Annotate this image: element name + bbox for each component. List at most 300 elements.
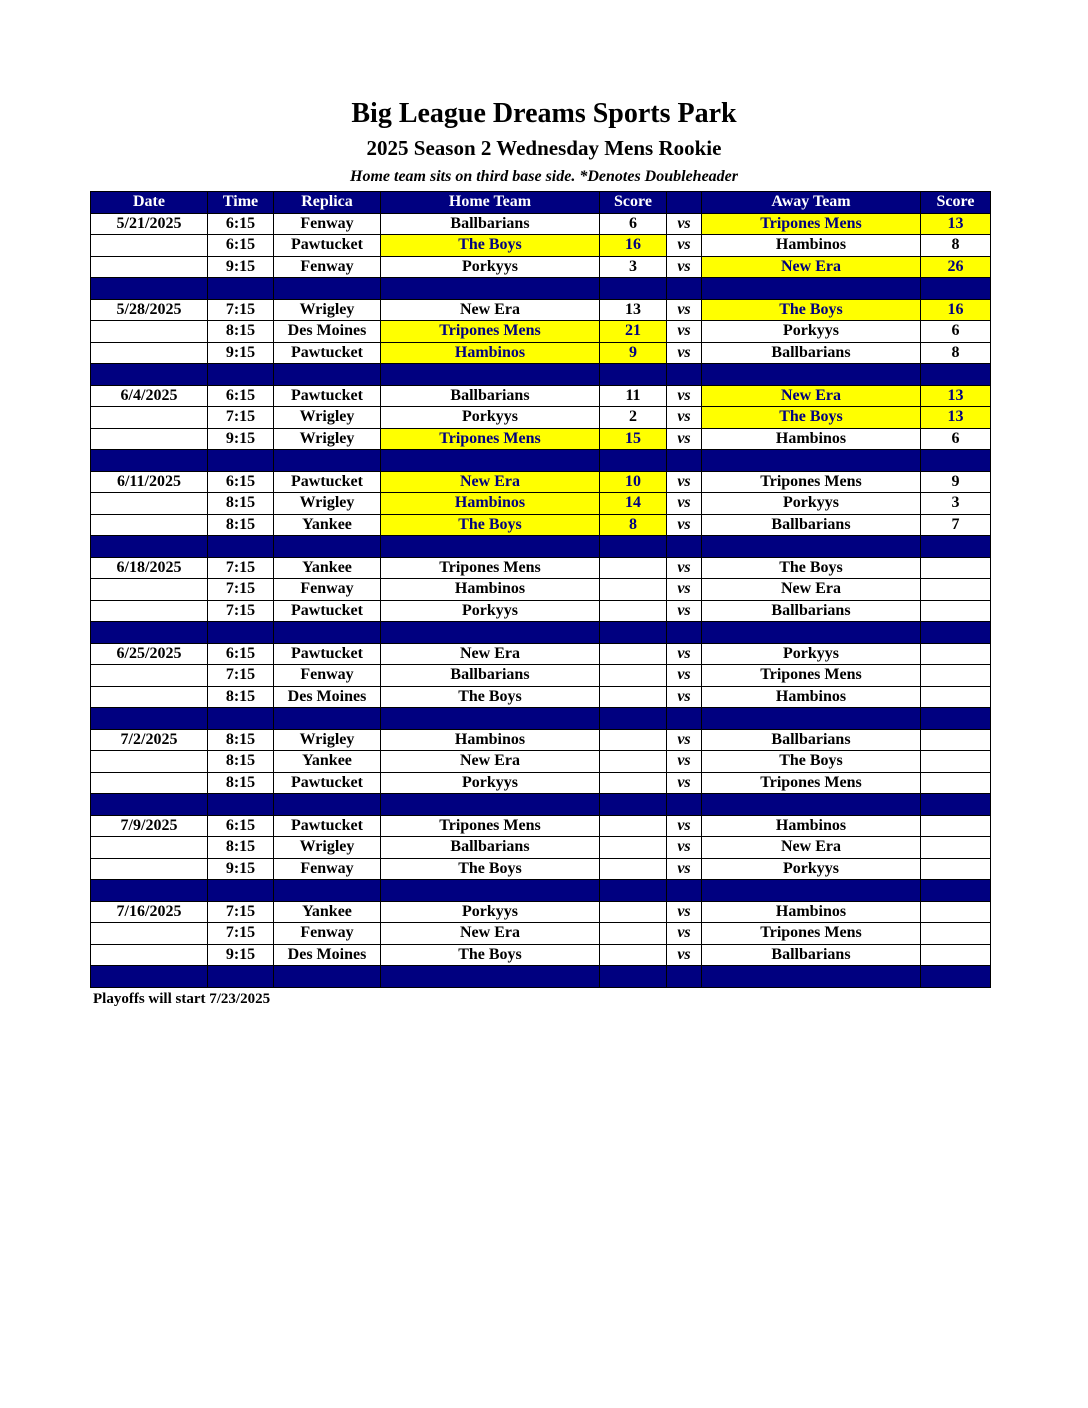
game-date [91, 428, 208, 450]
week-separator [91, 966, 991, 988]
home-score [600, 944, 667, 966]
home-score [600, 600, 667, 622]
away-score [921, 944, 991, 966]
game-replica: Wrigley [274, 407, 381, 429]
separator-cell [91, 622, 208, 644]
game-replica: Fenway [274, 665, 381, 687]
away-team: Tripones Mens [702, 772, 921, 794]
game-date: 6/11/2025 [91, 471, 208, 493]
home-team: Ballbarians [381, 665, 600, 687]
game-time: 8:15 [208, 751, 274, 773]
home-team: New Era [381, 471, 600, 493]
home-team: The Boys [381, 686, 600, 708]
away-team: Hambinos [702, 901, 921, 923]
vs-label: vs [667, 299, 702, 321]
home-score [600, 665, 667, 687]
home-score: 10 [600, 471, 667, 493]
separator-cell [208, 966, 274, 988]
home-team: The Boys [381, 235, 600, 257]
game-replica: Fenway [274, 213, 381, 235]
separator-cell [702, 622, 921, 644]
game-time: 8:15 [208, 493, 274, 515]
game-time: 9:15 [208, 342, 274, 364]
game-time: 6:15 [208, 213, 274, 235]
vs-label: vs [667, 514, 702, 536]
separator-cell [921, 622, 991, 644]
separator-cell [600, 966, 667, 988]
vs-label: vs [667, 901, 702, 923]
away-score [921, 557, 991, 579]
game-date: 7/9/2025 [91, 815, 208, 837]
separator-cell [667, 536, 702, 558]
header-home-team: Home Team [381, 192, 600, 214]
home-team: Tripones Mens [381, 815, 600, 837]
separator-cell [667, 364, 702, 386]
away-team: The Boys [702, 407, 921, 429]
vs-label: vs [667, 235, 702, 257]
game-replica: Pawtucket [274, 772, 381, 794]
schedule-body [91, 213, 991, 987]
header-home-score: Score [600, 192, 667, 214]
away-score [921, 686, 991, 708]
home-score: 15 [600, 428, 667, 450]
home-score: 11 [600, 385, 667, 407]
away-score [921, 772, 991, 794]
away-score: 7 [921, 514, 991, 536]
separator-cell [91, 708, 208, 730]
separator-cell [274, 966, 381, 988]
separator-cell [600, 450, 667, 472]
game-replica: Wrigley [274, 428, 381, 450]
header-replica: Replica [274, 192, 381, 214]
away-score [921, 665, 991, 687]
game-replica: Wrigley [274, 299, 381, 321]
home-score [600, 729, 667, 751]
home-team: Hambinos [381, 493, 600, 515]
separator-cell [600, 880, 667, 902]
away-score: 16 [921, 299, 991, 321]
home-score [600, 901, 667, 923]
home-team: The Boys [381, 514, 600, 536]
game-row [91, 428, 991, 450]
game-date [91, 342, 208, 364]
game-replica: Des Moines [274, 944, 381, 966]
game-row [91, 643, 991, 665]
game-time: 7:15 [208, 579, 274, 601]
game-time: 7:15 [208, 557, 274, 579]
separator-cell [702, 364, 921, 386]
game-row [91, 837, 991, 859]
game-date: 7/2/2025 [91, 729, 208, 751]
game-time: 9:15 [208, 256, 274, 278]
game-time: 6:15 [208, 815, 274, 837]
game-time: 6:15 [208, 471, 274, 493]
game-row [91, 342, 991, 364]
game-date [91, 256, 208, 278]
game-row [91, 600, 991, 622]
separator-cell [600, 278, 667, 300]
game-date [91, 837, 208, 859]
away-team: Tripones Mens [702, 213, 921, 235]
away-score: 13 [921, 385, 991, 407]
game-date: 7/16/2025 [91, 901, 208, 923]
game-row [91, 944, 991, 966]
home-team: Ballbarians [381, 213, 600, 235]
separator-cell [921, 364, 991, 386]
separator-cell [600, 536, 667, 558]
vs-label: vs [667, 385, 702, 407]
away-score: 6 [921, 428, 991, 450]
separator-cell [208, 794, 274, 816]
separator-cell [274, 622, 381, 644]
vs-label: vs [667, 428, 702, 450]
game-row [91, 493, 991, 515]
away-team: Porkyys [702, 321, 921, 343]
home-team: Porkyys [381, 772, 600, 794]
game-replica: Des Moines [274, 321, 381, 343]
separator-cell [921, 450, 991, 472]
game-date: 5/21/2025 [91, 213, 208, 235]
separator-cell [921, 794, 991, 816]
home-score: 14 [600, 493, 667, 515]
game-time: 8:15 [208, 686, 274, 708]
game-time: 8:15 [208, 729, 274, 751]
separator-cell [667, 278, 702, 300]
separator-cell [208, 622, 274, 644]
game-row [91, 815, 991, 837]
game-date [91, 235, 208, 257]
separator-cell [702, 708, 921, 730]
game-replica: Des Moines [274, 686, 381, 708]
game-row [91, 321, 991, 343]
game-time: 7:15 [208, 299, 274, 321]
home-score [600, 686, 667, 708]
home-team: New Era [381, 751, 600, 773]
home-score [600, 923, 667, 945]
home-team: Tripones Mens [381, 428, 600, 450]
game-row [91, 901, 991, 923]
home-team: Ballbarians [381, 385, 600, 407]
game-time: 9:15 [208, 858, 274, 880]
game-row [91, 772, 991, 794]
game-replica: Pawtucket [274, 471, 381, 493]
game-date [91, 514, 208, 536]
away-score [921, 751, 991, 773]
vs-label: vs [667, 643, 702, 665]
separator-cell [600, 794, 667, 816]
game-row [91, 923, 991, 945]
away-score: 8 [921, 235, 991, 257]
away-score [921, 837, 991, 859]
separator-cell [667, 794, 702, 816]
game-row [91, 751, 991, 773]
away-score: 6 [921, 321, 991, 343]
game-row [91, 471, 991, 493]
game-replica: Yankee [274, 557, 381, 579]
away-score: 8 [921, 342, 991, 364]
separator-cell [667, 450, 702, 472]
vs-label: vs [667, 665, 702, 687]
separator-cell [208, 450, 274, 472]
game-row [91, 514, 991, 536]
home-score: 3 [600, 256, 667, 278]
home-team: Ballbarians [381, 837, 600, 859]
home-score: 9 [600, 342, 667, 364]
away-team: New Era [702, 256, 921, 278]
vs-label: vs [667, 557, 702, 579]
separator-cell [91, 450, 208, 472]
separator-cell [381, 794, 600, 816]
game-replica: Fenway [274, 579, 381, 601]
game-replica: Pawtucket [274, 600, 381, 622]
week-separator [91, 622, 991, 644]
game-time: 7:15 [208, 600, 274, 622]
separator-cell [921, 278, 991, 300]
game-date [91, 321, 208, 343]
separator-cell [91, 880, 208, 902]
game-row [91, 299, 991, 321]
game-time: 7:15 [208, 665, 274, 687]
header-date: Date [91, 192, 208, 214]
away-team: Tripones Mens [702, 471, 921, 493]
game-row [91, 385, 991, 407]
home-team: New Era [381, 643, 600, 665]
separator-cell [702, 794, 921, 816]
home-team: Porkyys [381, 901, 600, 923]
week-separator [91, 794, 991, 816]
separator-cell [702, 278, 921, 300]
vs-label: vs [667, 256, 702, 278]
game-row [91, 665, 991, 687]
game-row [91, 686, 991, 708]
home-team: Porkyys [381, 256, 600, 278]
game-time: 7:15 [208, 901, 274, 923]
separator-cell [274, 708, 381, 730]
away-team: Ballbarians [702, 342, 921, 364]
table-header-row [91, 192, 991, 214]
game-replica: Fenway [274, 858, 381, 880]
home-score [600, 579, 667, 601]
page-subtitle: 2025 Season 2 Wednesday Mens Rookie [366, 136, 722, 160]
vs-label: vs [667, 729, 702, 751]
separator-cell [667, 708, 702, 730]
separator-cell [667, 880, 702, 902]
vs-label: vs [667, 213, 702, 235]
game-replica: Pawtucket [274, 815, 381, 837]
separator-cell [921, 708, 991, 730]
game-time: 8:15 [208, 514, 274, 536]
schedule-table [90, 191, 991, 988]
game-date [91, 600, 208, 622]
vs-label: vs [667, 342, 702, 364]
game-time: 7:15 [208, 923, 274, 945]
game-date [91, 944, 208, 966]
home-score: 6 [600, 213, 667, 235]
away-team: Tripones Mens [702, 665, 921, 687]
vs-label: vs [667, 493, 702, 515]
away-team: Hambinos [702, 428, 921, 450]
game-date [91, 407, 208, 429]
game-replica: Wrigley [274, 837, 381, 859]
vs-label: vs [667, 772, 702, 794]
away-score [921, 815, 991, 837]
away-team: Tripones Mens [702, 923, 921, 945]
away-score [921, 901, 991, 923]
home-team: The Boys [381, 944, 600, 966]
week-separator [91, 278, 991, 300]
separator-cell [381, 622, 600, 644]
week-separator [91, 708, 991, 730]
page-title: Big League Dreams Sports Park [351, 98, 737, 129]
home-team: Porkyys [381, 407, 600, 429]
separator-cell [381, 536, 600, 558]
separator-cell [381, 966, 600, 988]
home-team: Hambinos [381, 342, 600, 364]
home-team: Tripones Mens [381, 557, 600, 579]
home-score: 13 [600, 299, 667, 321]
game-replica: Yankee [274, 901, 381, 923]
separator-cell [702, 966, 921, 988]
away-team: Hambinos [702, 686, 921, 708]
separator-cell [381, 880, 600, 902]
separator-cell [91, 278, 208, 300]
home-score [600, 858, 667, 880]
game-replica: Fenway [274, 923, 381, 945]
game-replica: Yankee [274, 514, 381, 536]
game-time: 9:15 [208, 428, 274, 450]
away-team: Ballbarians [702, 600, 921, 622]
vs-label: vs [667, 837, 702, 859]
home-score: 2 [600, 407, 667, 429]
away-team: New Era [702, 579, 921, 601]
home-score: 8 [600, 514, 667, 536]
vs-label: vs [667, 686, 702, 708]
game-replica: Wrigley [274, 493, 381, 515]
game-date [91, 858, 208, 880]
vs-label: vs [667, 579, 702, 601]
away-score [921, 858, 991, 880]
game-row [91, 557, 991, 579]
away-team: New Era [702, 837, 921, 859]
vs-label: vs [667, 751, 702, 773]
away-team: The Boys [702, 751, 921, 773]
away-team: Porkyys [702, 493, 921, 515]
separator-cell [600, 364, 667, 386]
game-row [91, 407, 991, 429]
header-away-team: Away Team [702, 192, 921, 214]
home-score [600, 751, 667, 773]
away-score [921, 600, 991, 622]
week-separator [91, 364, 991, 386]
separator-cell [381, 278, 600, 300]
away-score: 13 [921, 213, 991, 235]
separator-cell [274, 880, 381, 902]
game-date: 6/18/2025 [91, 557, 208, 579]
separator-cell [208, 880, 274, 902]
home-score [600, 815, 667, 837]
game-time: 8:15 [208, 772, 274, 794]
vs-label: vs [667, 944, 702, 966]
separator-cell [208, 278, 274, 300]
game-replica: Pawtucket [274, 385, 381, 407]
separator-cell [921, 880, 991, 902]
away-score: 26 [921, 256, 991, 278]
home-score [600, 643, 667, 665]
separator-cell [702, 536, 921, 558]
separator-cell [921, 536, 991, 558]
home-team: Tripones Mens [381, 321, 600, 343]
separator-cell [600, 622, 667, 644]
game-date: 6/4/2025 [91, 385, 208, 407]
separator-cell [381, 364, 600, 386]
separator-cell [91, 536, 208, 558]
away-team: Porkyys [702, 643, 921, 665]
game-row [91, 858, 991, 880]
game-replica: Pawtucket [274, 342, 381, 364]
game-row [91, 235, 991, 257]
home-score [600, 772, 667, 794]
home-team: Porkyys [381, 600, 600, 622]
away-team: Porkyys [702, 858, 921, 880]
separator-cell [274, 536, 381, 558]
header-time: Time [208, 192, 274, 214]
away-score [921, 579, 991, 601]
separator-cell [702, 880, 921, 902]
vs-label: vs [667, 923, 702, 945]
away-score: 13 [921, 407, 991, 429]
home-score: 21 [600, 321, 667, 343]
game-time: 8:15 [208, 837, 274, 859]
game-date [91, 686, 208, 708]
vs-label: vs [667, 471, 702, 493]
game-time: 6:15 [208, 385, 274, 407]
playoffs-note: Playoffs will start 7/23/2025 [93, 991, 271, 1007]
separator-cell [381, 450, 600, 472]
game-date: 6/25/2025 [91, 643, 208, 665]
home-score [600, 837, 667, 859]
game-replica: Fenway [274, 256, 381, 278]
away-team: Ballbarians [702, 514, 921, 536]
game-date [91, 665, 208, 687]
separator-cell [667, 966, 702, 988]
separator-cell [208, 708, 274, 730]
game-date [91, 923, 208, 945]
home-score [600, 557, 667, 579]
home-score: 16 [600, 235, 667, 257]
away-score: 3 [921, 493, 991, 515]
away-team: Ballbarians [702, 944, 921, 966]
separator-cell [274, 794, 381, 816]
away-team: The Boys [702, 299, 921, 321]
separator-cell [667, 622, 702, 644]
vs-label: vs [667, 600, 702, 622]
week-separator [91, 536, 991, 558]
separator-cell [91, 966, 208, 988]
separator-cell [702, 450, 921, 472]
week-separator [91, 880, 991, 902]
away-team: Ballbarians [702, 729, 921, 751]
game-time: 9:15 [208, 944, 274, 966]
week-separator [91, 450, 991, 472]
game-replica: Pawtucket [274, 235, 381, 257]
separator-cell [274, 278, 381, 300]
game-row [91, 729, 991, 751]
away-team: The Boys [702, 557, 921, 579]
schedule-note: Home team sits on third base side. *Denotes Doubleheader [350, 168, 738, 185]
separator-cell [208, 536, 274, 558]
game-row [91, 579, 991, 601]
game-replica: Pawtucket [274, 643, 381, 665]
